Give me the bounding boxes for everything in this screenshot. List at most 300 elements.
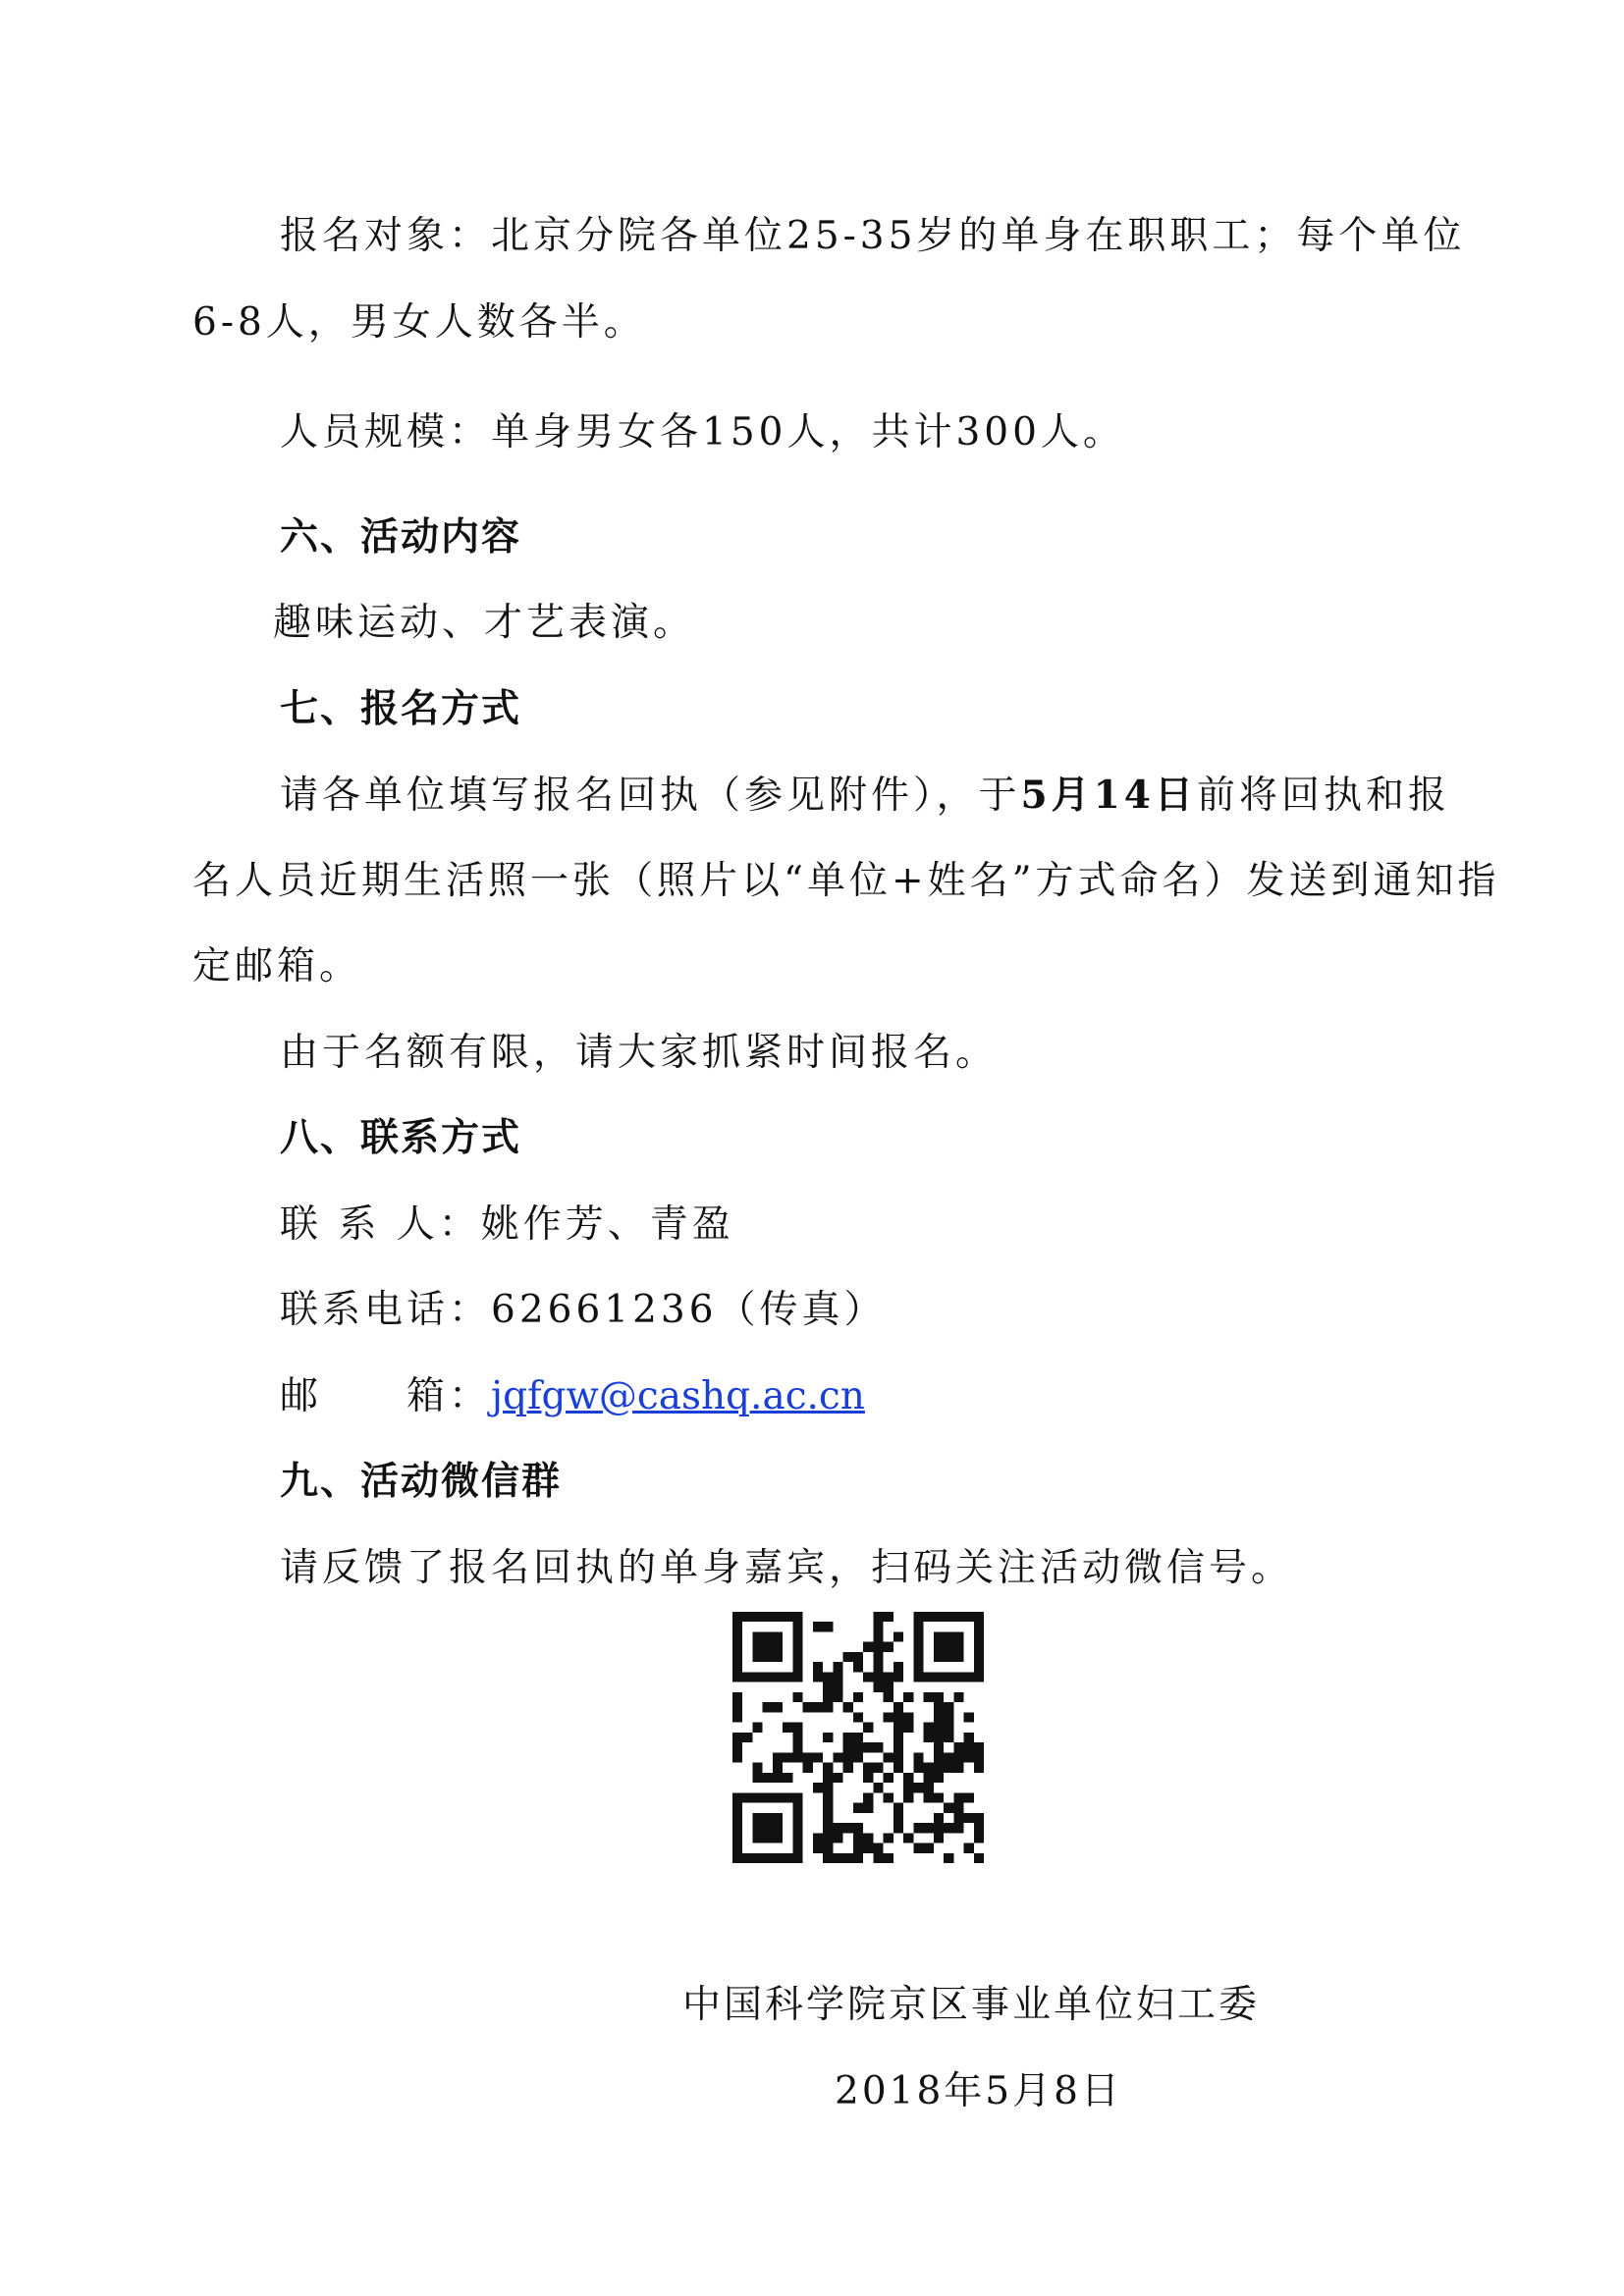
targets-line-1: 报名对象：北京分院各单位25-35岁的单身在职职工；每个单位 <box>280 214 1466 258</box>
qr-module <box>863 1642 873 1652</box>
qr-module <box>924 1773 934 1783</box>
qr-module <box>913 1662 923 1672</box>
qr-module <box>934 1823 944 1833</box>
qr-module <box>732 1833 742 1842</box>
qr-module <box>732 1622 742 1631</box>
qr-module <box>742 1672 752 1682</box>
qr-module <box>873 1682 883 1692</box>
qr-module <box>752 1823 762 1833</box>
section-8-heading: 八、联系方式 <box>280 1116 522 1160</box>
qr-module <box>924 1723 934 1733</box>
qr-module <box>903 1692 913 1702</box>
qr-module <box>823 1622 833 1631</box>
qr-module <box>893 1823 903 1833</box>
qr-module <box>944 1652 953 1662</box>
qr-module <box>742 1733 752 1742</box>
qr-module <box>732 1702 742 1712</box>
qr-module <box>884 1642 893 1652</box>
qr-module <box>893 1723 903 1733</box>
qr-module <box>964 1712 974 1722</box>
qr-module <box>752 1612 762 1622</box>
qr-module <box>792 1723 802 1733</box>
qr-module <box>833 1853 842 1863</box>
qr-module <box>763 1773 773 1783</box>
qr-module <box>924 1783 934 1792</box>
qr-module <box>974 1742 984 1752</box>
qr-module <box>732 1853 742 1863</box>
qr-module <box>763 1823 773 1833</box>
qr-module <box>884 1692 893 1702</box>
qr-module <box>783 1773 792 1783</box>
qr-module <box>944 1712 953 1722</box>
qr-module <box>953 1823 963 1833</box>
qr-module <box>783 1612 792 1622</box>
qr-module <box>863 1803 873 1813</box>
qr-module <box>843 1752 853 1762</box>
qr-module <box>893 1631 903 1641</box>
qr-module <box>823 1682 833 1692</box>
qr-module <box>752 1723 762 1733</box>
qr-module <box>893 1733 903 1742</box>
qr-module <box>742 1612 752 1622</box>
qr-module <box>953 1803 963 1813</box>
qr-module <box>732 1672 742 1682</box>
qr-module <box>803 1702 813 1712</box>
qr-module <box>752 1853 762 1863</box>
qr-module <box>763 1792 773 1802</box>
qr-module <box>843 1742 853 1752</box>
qr-module <box>893 1763 903 1773</box>
qr-module <box>953 1631 963 1641</box>
qr-module <box>742 1792 752 1802</box>
qr-module <box>924 1843 934 1853</box>
qr-module <box>813 1783 823 1792</box>
qr-module <box>944 1631 953 1641</box>
qr-module <box>833 1823 842 1833</box>
qr-module <box>903 1833 913 1842</box>
qr-module <box>732 1742 742 1752</box>
qr-module <box>873 1642 883 1652</box>
qr-module <box>823 1773 833 1783</box>
email-label: 邮 箱： <box>280 1374 492 1418</box>
qr-module <box>792 1853 802 1863</box>
signup-line-3: 定邮箱。 <box>192 944 362 988</box>
qr-module <box>944 1723 953 1733</box>
qr-module <box>953 1612 963 1622</box>
qr-module <box>924 1672 934 1682</box>
qr-module <box>934 1833 944 1842</box>
qr-module <box>964 1672 974 1682</box>
qr-module <box>863 1672 873 1682</box>
qr-module <box>873 1742 883 1752</box>
qr-module <box>873 1763 883 1773</box>
qr-module <box>792 1843 802 1853</box>
qr-module <box>792 1733 802 1742</box>
qr-module <box>763 1853 773 1863</box>
qr-module <box>944 1642 953 1652</box>
qr-module <box>953 1813 963 1823</box>
qr-module <box>934 1763 944 1773</box>
qr-module <box>752 1833 762 1842</box>
phone-line <box>280 1288 887 1333</box>
qr-module <box>974 1672 984 1682</box>
qr-module <box>873 1662 883 1672</box>
qr-module <box>823 1733 833 1742</box>
scale-line: 人员规模：单身男女各150人，共计300人。 <box>280 410 1125 454</box>
qr-module <box>763 1612 773 1622</box>
signup-line-1-pre: 请各单位填写报名回执（参见附件），于 <box>280 774 1021 818</box>
qr-module <box>853 1652 863 1662</box>
qr-module <box>833 1692 842 1702</box>
section-9-body: 请反馈了报名回执的单身嘉宾，扫码关注活动微信号。 <box>280 1546 1294 1590</box>
qr-module <box>732 1803 742 1813</box>
qr-module <box>783 1853 792 1863</box>
qr-module <box>934 1652 944 1662</box>
qr-module <box>783 1752 792 1762</box>
section-9-heading: 九、活动微信群 <box>280 1460 563 1504</box>
qr-module <box>843 1823 853 1833</box>
qr-module <box>913 1672 923 1682</box>
qr-module <box>732 1631 742 1641</box>
qr-module <box>903 1783 913 1792</box>
qr-module <box>953 1652 963 1662</box>
qr-module <box>732 1813 742 1823</box>
qr-module <box>823 1692 833 1702</box>
qr-module <box>853 1803 863 1813</box>
qr-module <box>792 1792 802 1802</box>
qr-module <box>773 1763 783 1773</box>
qr-module <box>974 1642 984 1652</box>
qr-module <box>792 1612 802 1622</box>
qr-module <box>843 1763 853 1773</box>
qr-module <box>732 1652 742 1662</box>
qr-module <box>934 1692 944 1702</box>
qr-module <box>732 1733 742 1742</box>
qr-module <box>884 1682 893 1692</box>
qr-module <box>953 1672 963 1682</box>
qr-module <box>974 1622 984 1631</box>
qr-module <box>792 1662 802 1672</box>
qr-module <box>924 1823 934 1833</box>
qr-module <box>773 1752 783 1762</box>
qr-module <box>773 1853 783 1863</box>
qr-module <box>893 1742 903 1752</box>
qr-module <box>863 1773 873 1783</box>
qr-module <box>773 1833 783 1842</box>
qr-module <box>833 1672 842 1682</box>
qr-module <box>783 1672 792 1682</box>
qr-module <box>884 1612 893 1622</box>
email-line <box>280 1374 865 1419</box>
qr-module <box>792 1813 802 1823</box>
qr-module <box>974 1662 984 1672</box>
qr-module <box>853 1733 863 1742</box>
qr-module <box>833 1662 842 1672</box>
qr-module <box>823 1843 833 1853</box>
section-6-body: 趣味运动、才艺表演。 <box>273 601 696 645</box>
qr-module <box>873 1631 883 1641</box>
qr-module <box>913 1752 923 1762</box>
qr-module <box>974 1752 984 1762</box>
qr-module <box>843 1652 853 1662</box>
qr-module <box>944 1823 953 1833</box>
qr-module <box>853 1853 863 1863</box>
qr-module <box>964 1792 974 1802</box>
section-6-heading: 六、活动内容 <box>280 515 522 560</box>
qr-module <box>953 1792 963 1802</box>
qr-module <box>934 1672 944 1682</box>
qr-module <box>752 1813 762 1823</box>
qr-module <box>843 1702 853 1712</box>
qr-module <box>783 1723 792 1733</box>
qr-module <box>763 1652 773 1662</box>
qr-module <box>873 1783 883 1792</box>
qr-module <box>792 1622 802 1631</box>
qr-module <box>792 1642 802 1652</box>
qr-module <box>752 1773 762 1783</box>
qr-module <box>773 1792 783 1802</box>
qr-module <box>953 1752 963 1762</box>
qr-module <box>873 1853 883 1863</box>
qr-module <box>792 1742 802 1752</box>
qr-module <box>974 1833 984 1842</box>
qr-module <box>964 1733 974 1742</box>
qr-module <box>913 1622 923 1631</box>
qr-code-icon[interactable] <box>732 1612 984 1863</box>
qr-module <box>944 1612 953 1622</box>
qr-module <box>974 1652 984 1662</box>
qr-module <box>953 1742 963 1752</box>
email-link[interactable]: jqfgw@cashq.ac.cn <box>491 1374 865 1418</box>
qr-module <box>934 1773 944 1783</box>
qr-module <box>913 1843 923 1853</box>
qr-module <box>813 1702 823 1712</box>
qr-module <box>853 1823 863 1833</box>
qr-module <box>763 1833 773 1842</box>
signup-note: 由于名额有限，请大家抓紧时间报名。 <box>280 1031 999 1075</box>
qr-module <box>903 1712 913 1722</box>
qr-module <box>863 1843 873 1853</box>
qr-module <box>884 1752 893 1762</box>
qr-module <box>873 1612 883 1622</box>
qr-module <box>893 1672 903 1682</box>
qr-module <box>853 1662 863 1672</box>
qr-module <box>792 1631 802 1641</box>
qr-module <box>792 1823 802 1833</box>
qr-module <box>813 1833 823 1842</box>
qr-module <box>843 1853 853 1863</box>
qr-module <box>934 1631 944 1641</box>
qr-module <box>773 1813 783 1823</box>
qr-module <box>873 1622 883 1631</box>
qr-module <box>823 1783 833 1792</box>
signup-line-1-post: 前将回执和报 <box>1196 774 1450 818</box>
qr-module <box>884 1853 893 1863</box>
qr-module <box>792 1652 802 1662</box>
signup-line-2: 名人员近期生活照一张（照片以“单位+姓名”方式命名）发送到通知指 <box>192 859 1500 903</box>
qr-module <box>823 1792 833 1802</box>
qr-module <box>974 1853 984 1863</box>
qr-module <box>974 1631 984 1641</box>
qr-module <box>884 1792 893 1802</box>
qr-module <box>823 1763 833 1773</box>
qr-module <box>783 1792 792 1802</box>
qr-module <box>964 1742 974 1752</box>
qr-module <box>823 1803 833 1813</box>
qr-module <box>903 1792 913 1802</box>
qr-module <box>974 1612 984 1622</box>
qr-module <box>773 1652 783 1662</box>
qr-module <box>763 1702 773 1712</box>
qr-module <box>974 1813 984 1823</box>
qr-module <box>924 1733 934 1742</box>
contact-person-line <box>280 1202 734 1248</box>
qr-module <box>732 1662 742 1672</box>
qr-module <box>863 1763 873 1773</box>
qr-module <box>903 1723 913 1733</box>
qr-module <box>833 1833 842 1842</box>
qr-module <box>763 1631 773 1641</box>
qr-module <box>934 1723 944 1733</box>
qr-module <box>752 1642 762 1652</box>
qr-module <box>792 1833 802 1842</box>
qr-module <box>934 1733 944 1742</box>
qr-module <box>913 1652 923 1662</box>
qr-module <box>953 1692 963 1702</box>
qr-module <box>732 1752 742 1762</box>
qr-module <box>823 1702 833 1712</box>
qr-module <box>964 1752 974 1762</box>
qr-module <box>924 1763 934 1773</box>
qr-module <box>833 1752 842 1762</box>
qr-module <box>843 1733 853 1742</box>
qr-module <box>893 1712 903 1722</box>
qr-module <box>813 1662 823 1672</box>
qr-module <box>853 1843 863 1853</box>
qr-module <box>792 1672 802 1682</box>
qr-module <box>913 1631 923 1641</box>
qr-module <box>924 1692 934 1702</box>
signup-line-1 <box>280 773 1450 819</box>
qr-module <box>974 1763 984 1773</box>
qr-module <box>853 1833 863 1842</box>
targets-line-2: 6-8人，男女人数各半。 <box>192 300 646 345</box>
qr-module <box>752 1631 762 1641</box>
qr-module <box>863 1792 873 1802</box>
qr-module <box>752 1672 762 1682</box>
qr-module <box>944 1702 953 1712</box>
qr-module <box>763 1672 773 1682</box>
deadline-date: 5月14日 <box>1020 773 1197 818</box>
qr-module <box>934 1792 944 1802</box>
qr-module <box>913 1642 923 1652</box>
qr-module <box>823 1833 833 1842</box>
qr-module <box>884 1773 893 1783</box>
qr-module <box>863 1723 873 1733</box>
qr-module <box>773 1631 783 1641</box>
qr-module <box>752 1763 762 1773</box>
qr-module <box>944 1853 953 1863</box>
qr-module <box>953 1642 963 1652</box>
qr-module <box>773 1773 783 1783</box>
phone-label: 联系电话： <box>280 1288 492 1332</box>
qr-module <box>913 1763 923 1773</box>
qr-module <box>853 1742 863 1752</box>
qr-module <box>833 1682 842 1692</box>
qr-module <box>792 1692 802 1702</box>
qr-module <box>903 1773 913 1783</box>
qr-module <box>833 1773 842 1783</box>
qr-module <box>732 1612 742 1622</box>
qr-module <box>974 1823 984 1833</box>
qr-module <box>924 1792 934 1802</box>
signature-org: 中国科学院京区事业单位妇工委 <box>682 1983 1261 2027</box>
qr-module <box>792 1803 802 1813</box>
qr-module <box>813 1843 823 1853</box>
contact-person-label: 联 系 人： <box>280 1202 481 1247</box>
contact-person-value: 姚作芳、青盈 <box>480 1202 734 1247</box>
qr-module <box>732 1712 742 1722</box>
qr-module <box>773 1612 783 1622</box>
qr-module <box>913 1783 923 1792</box>
section-7-heading: 七、报名方式 <box>280 687 522 731</box>
qr-module <box>944 1752 953 1762</box>
qr-module <box>773 1672 783 1682</box>
qr-module <box>742 1853 752 1863</box>
qr-module <box>893 1702 903 1712</box>
qr-module <box>853 1712 863 1722</box>
qr-module <box>752 1652 762 1662</box>
qr-module <box>913 1823 923 1833</box>
qr-module <box>964 1843 974 1853</box>
qr-module <box>823 1672 833 1682</box>
qr-module <box>944 1672 953 1682</box>
qr-module <box>803 1752 813 1762</box>
qr-module <box>944 1803 953 1813</box>
qr-module <box>823 1813 833 1823</box>
qr-module <box>823 1853 833 1863</box>
qr-module <box>792 1752 802 1762</box>
qr-module <box>893 1813 903 1823</box>
qr-module <box>823 1823 833 1833</box>
qr-module <box>884 1672 893 1682</box>
qr-module <box>863 1833 873 1842</box>
qr-module <box>853 1752 863 1762</box>
qr-module <box>913 1612 923 1622</box>
qr-module <box>884 1833 893 1842</box>
qr-module <box>863 1742 873 1752</box>
qr-module <box>884 1712 893 1722</box>
qr-module <box>732 1692 742 1702</box>
qr-module <box>934 1742 944 1752</box>
qr-module <box>813 1622 823 1631</box>
qr-module <box>773 1823 783 1833</box>
qr-module <box>813 1752 823 1762</box>
qr-module <box>732 1843 742 1853</box>
signature-date: 2018年5月8日 <box>835 2069 1122 2113</box>
qr-module <box>934 1702 944 1712</box>
qr-module <box>763 1642 773 1652</box>
qr-module <box>732 1792 742 1802</box>
phone-value: 62661236（传真） <box>491 1288 887 1332</box>
qr-module <box>773 1642 783 1652</box>
qr-module <box>893 1803 903 1813</box>
qr-module <box>893 1752 903 1762</box>
qr-module <box>873 1843 883 1853</box>
qr-module <box>964 1813 974 1823</box>
qr-module <box>752 1792 762 1802</box>
qr-module <box>934 1752 944 1762</box>
